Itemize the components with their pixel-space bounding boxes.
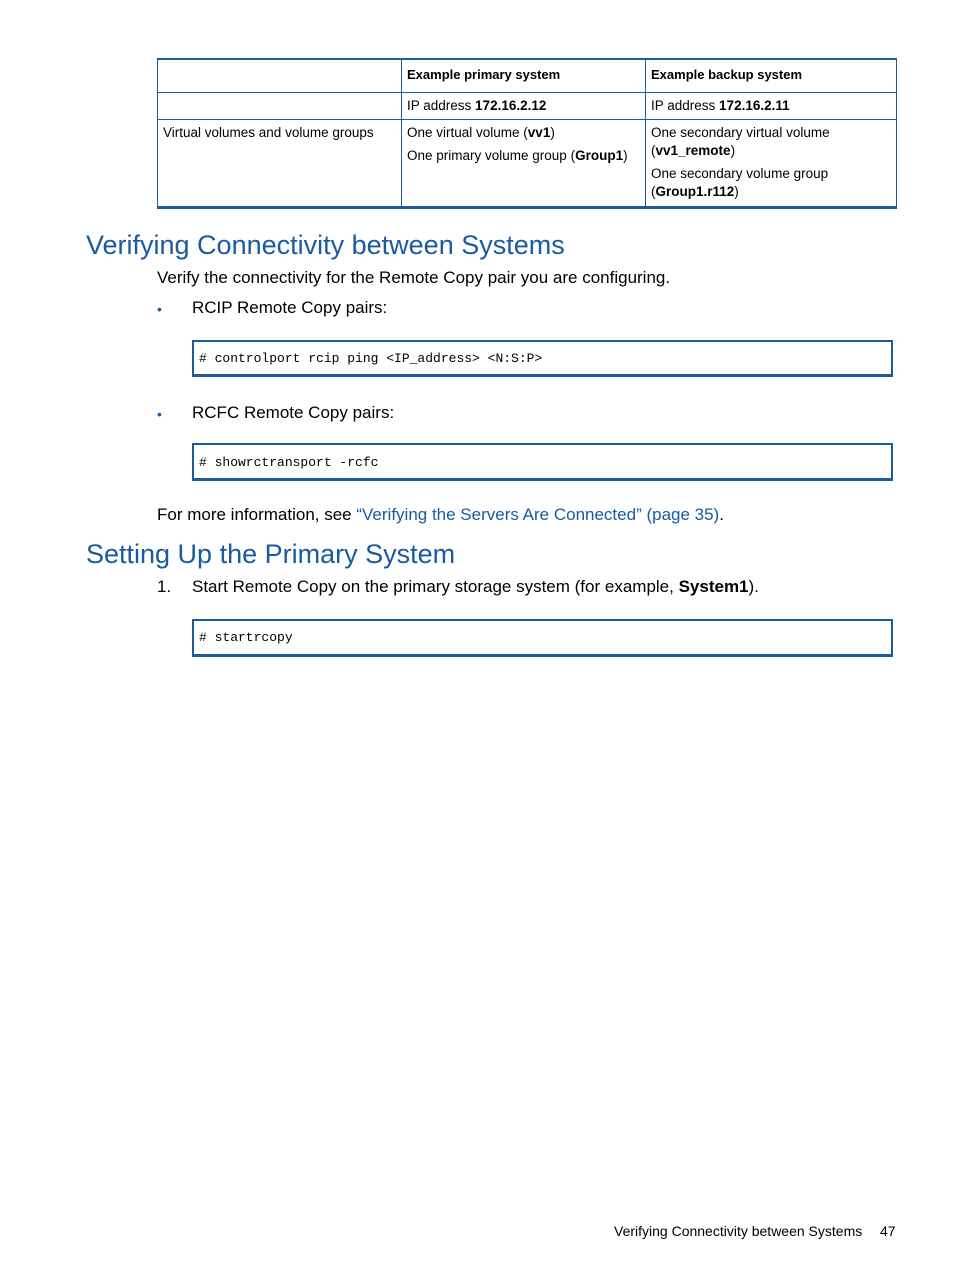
code-block: # startrcopy bbox=[192, 619, 893, 657]
primary-ip-cell bbox=[402, 93, 646, 120]
intro-paragraph: Verify the connectivity for the Remote Copy pair you are configuring. bbox=[157, 268, 671, 287]
list-item bbox=[157, 577, 759, 597]
systems-table bbox=[157, 58, 897, 209]
table-row bbox=[158, 93, 897, 120]
primary-virtual-volume: One virtual volume (vv1) bbox=[407, 125, 555, 140]
table-row-label: Virtual volumes and volume groups bbox=[158, 120, 402, 208]
bullet-icon: • bbox=[157, 406, 162, 422]
backup-virtual-volume: One secondary virtual volume (vv1_remote) bbox=[651, 125, 830, 158]
backup-ip: 172.16.2.11 bbox=[719, 98, 790, 113]
step-text: Start Remote Copy on the primary storage system (for example, System1). bbox=[192, 577, 759, 596]
table-header-row bbox=[158, 59, 897, 93]
ip-label: IP address bbox=[651, 98, 720, 113]
backup-volumes-cell bbox=[646, 120, 897, 208]
footer-title: Verifying Connectivity between Systems bbox=[614, 1223, 863, 1239]
section-heading-verifying: Verifying Connectivity between Systems bbox=[86, 230, 565, 260]
cross-reference-link[interactable]: “Verifying the Servers Are Connected” (page 35) bbox=[356, 505, 720, 524]
table-header-primary: Example primary system bbox=[402, 59, 646, 93]
ip-label: IP address bbox=[407, 98, 476, 113]
bullet-icon: • bbox=[157, 301, 162, 317]
list-item bbox=[157, 403, 394, 425]
table-row-label bbox=[158, 93, 402, 120]
table-header-empty bbox=[158, 59, 402, 93]
primary-volumes-cell bbox=[402, 120, 646, 208]
code-block: # controlport rcip ping <IP_address> <N:S:P> bbox=[192, 340, 893, 377]
table-header-backup: Example backup system bbox=[646, 59, 897, 93]
section-heading-primary: Setting Up the Primary System bbox=[86, 539, 456, 569]
code-block: # showrctransport -rcfc bbox=[192, 443, 893, 481]
table-row bbox=[158, 120, 897, 208]
list-item bbox=[157, 298, 387, 320]
primary-ip: 172.16.2.12 bbox=[475, 98, 547, 113]
step-number: 1. bbox=[157, 577, 172, 596]
page-number: 47 bbox=[880, 1223, 896, 1239]
more-info-paragraph: For more information, see “Verifying the Servers Are Connected” (page 35). bbox=[157, 505, 724, 524]
backup-ip-cell bbox=[646, 93, 897, 120]
primary-volume-group: One primary volume group (Group1) bbox=[407, 148, 628, 163]
bullet-text: RCFC Remote Copy pairs: bbox=[192, 403, 395, 422]
backup-volume-group: One secondary volume group (Group1.r112) bbox=[651, 166, 829, 199]
bullet-text: RCIP Remote Copy pairs: bbox=[192, 298, 388, 317]
